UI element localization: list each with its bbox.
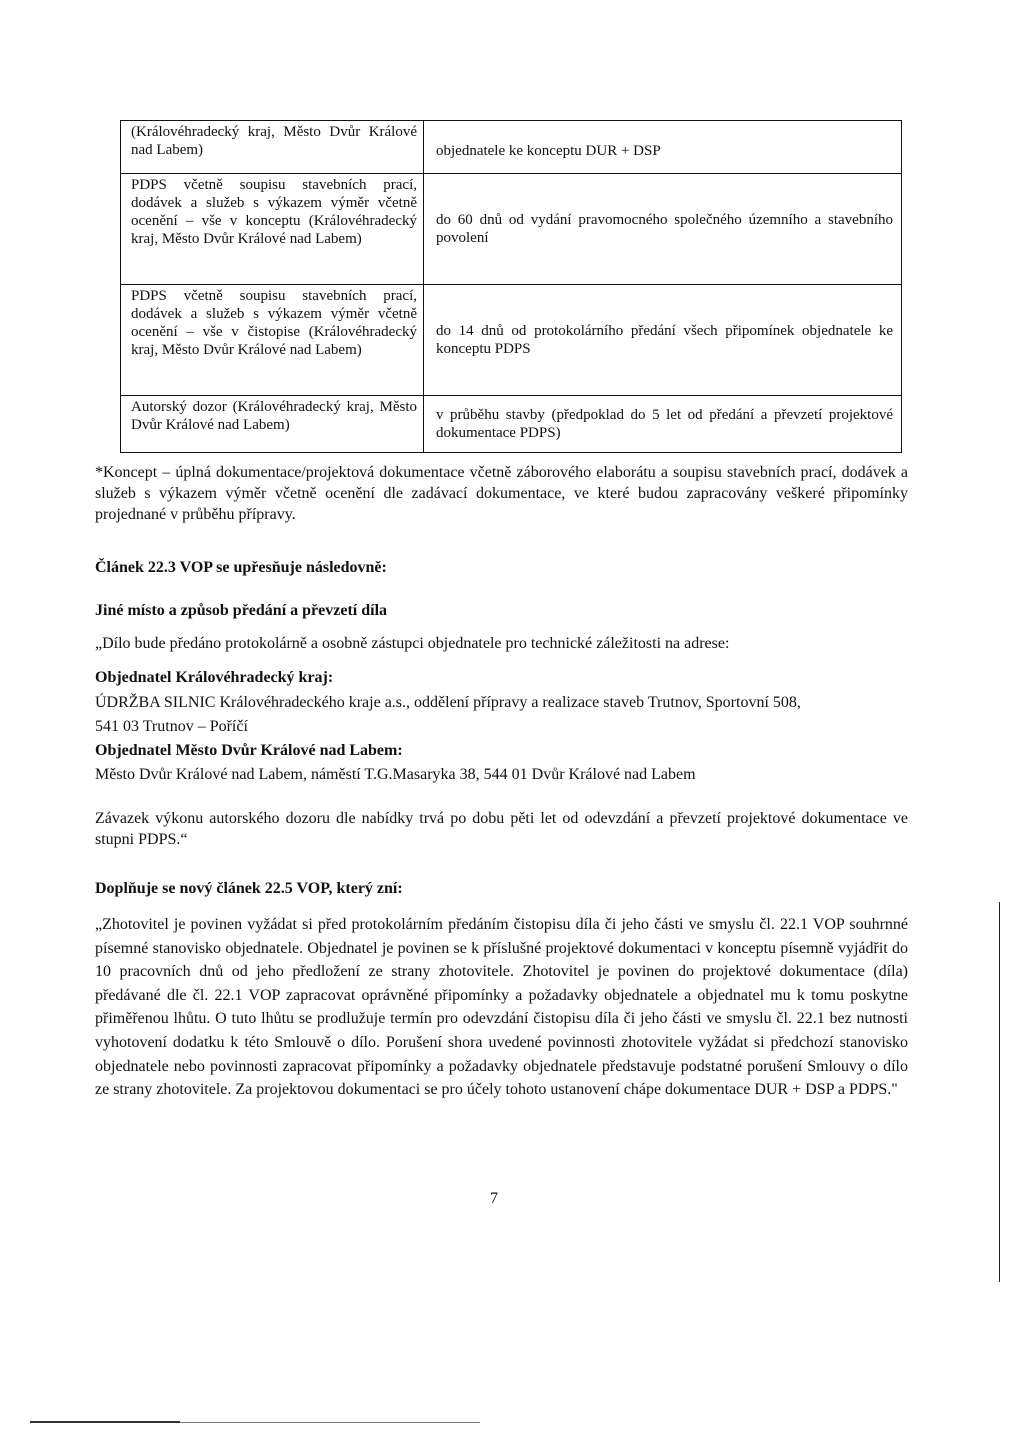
page-number: 7 bbox=[490, 1190, 498, 1207]
section-title: Jiné místo a způsob předání a převzetí díla bbox=[95, 602, 388, 619]
table-row bbox=[121, 121, 902, 174]
table-row bbox=[121, 285, 902, 396]
deliverables-table bbox=[120, 120, 902, 453]
table-cell-deliverable: Autorský dozor (Královéhradecký kraj, Město Dvůr Králové nad Labem) bbox=[121, 396, 424, 453]
bottom-rule-thin bbox=[180, 1422, 480, 1423]
client2-label: Objednatel Město Dvůr Králové nad Labem: bbox=[95, 742, 403, 759]
table-cell-deadline: objednatele ke konceptu DUR + DSP bbox=[424, 121, 902, 174]
table-cell-deliverable: PDPS včetně soupisu stavebních prací, dodávek a služeb s výkazem výměr včetně ocenění – vše v čistopise (Královéhradecký kraj, Město Dvůr Králové nad Labem) bbox=[121, 285, 424, 396]
concept-footnote: *Koncept – úplná dokumentace/projektová dokumentace včetně záborového elaborátu a soupisu stavebních prací, dodávek a služeb s výkazem výměr včetně ocenění dle zadávací dokumentace, ve které budou zapracovány veškeré připomínky projednané v průběhu přípravy. bbox=[95, 464, 908, 523]
supervision-obligation: Závazek výkonu autorského dozoru dle nabídky trvá po dobu pěti let od odevzdání a převzetí projektové dokumentace ve stupni PDPS.“ bbox=[95, 810, 908, 848]
table-cell-deadline: do 14 dnů od protokolárního předání všech připomínek objednatele ke konceptu PDPS bbox=[424, 285, 902, 396]
table-cell-deadline: do 60 dnů od vydání pravomocného společného územního a stavebního povolení bbox=[424, 174, 902, 285]
client2-address: Město Dvůr Králové nad Labem, náměstí T.G.Masaryka 38, 544 01 Dvůr Králové nad Labem bbox=[95, 766, 696, 783]
client1-label: Objednatel Královéhradecký kraj: bbox=[95, 669, 334, 686]
bottom-rule bbox=[30, 1421, 180, 1423]
handover-intro: „Dílo bude předáno protokolárně a osobně zástupci objednatele pro technické záležitosti na adrese: bbox=[95, 635, 730, 652]
table-cell-deadline: v průběhu stavby (předpoklad do 5 let od předání a převzetí projektové dokumentace PDPS) bbox=[424, 396, 902, 453]
table-cell-deliverable: (Královéhradecký kraj, Město Dvůr Králové nad Labem) bbox=[121, 121, 424, 174]
margin-rule bbox=[999, 902, 1000, 1282]
client1-address-line2: 541 03 Trutnov – Poříčí bbox=[95, 718, 248, 735]
article-22-5-heading: Doplňuje se nový článek 22.5 VOP, který zní: bbox=[95, 880, 403, 897]
client1-address-line1: ÚDRŽBA SILNIC Královéhradeckého kraje a.s., oddělení přípravy a realizace staveb Trutnov, Sportovní 508, bbox=[95, 694, 801, 711]
table-cell-deliverable: PDPS včetně soupisu stavebních prací, dodávek a služeb s výkazem výměr včetně ocenění – vše v konceptu (Královéhradecký kraj, Město Dvůr Králové nad Labem) bbox=[121, 174, 424, 285]
article-22-5-text: „Zhotovitel je povinen vyžádat si před protokolárním předáním čistopisu díla či jeho části ve smyslu čl. 22.1 VOP souhrnné písemné stanovisko objednatele. Objednatel je povinen se k příslušné projektové dokumentaci v konceptu písemně vyjádřit do 10 pracovních dnů od jeho předložení ze strany zhotovitele. Zhotovitel je povinen do projektové dokumentace (díla) předávané dle čl. 22.1 VOP zapracovat oprávněné připomínky a požadavky objednatele a objednatel mu k tomu poskytne přiměřenou lhůtu. O tuto lhůtu se prodlužuje termín pro odevzdání čistopisu díla či jeho části ve smyslu čl. 22.1 bez nutnosti vyhotovení dodatku k této Smlouvě o dílo. Porušení shora uvedené povinnosti zhotovitele vyžádat si předchozí stanovisko objednatele nebo povinnosti zapracovat připomínky a požadavky objednatele představuje podstatné porušení Smlouvy o dílo ze strany zhotovitele. Za projektovou dokumentaci se pro účely tohoto ustanovení chápe dokumentace DUR + DSP a PDPS." bbox=[95, 916, 908, 1099]
table-row bbox=[121, 174, 902, 285]
article-22-3-heading: Článek 22.3 VOP se upřesňuje následovně: bbox=[95, 559, 387, 576]
table-row bbox=[121, 396, 902, 453]
